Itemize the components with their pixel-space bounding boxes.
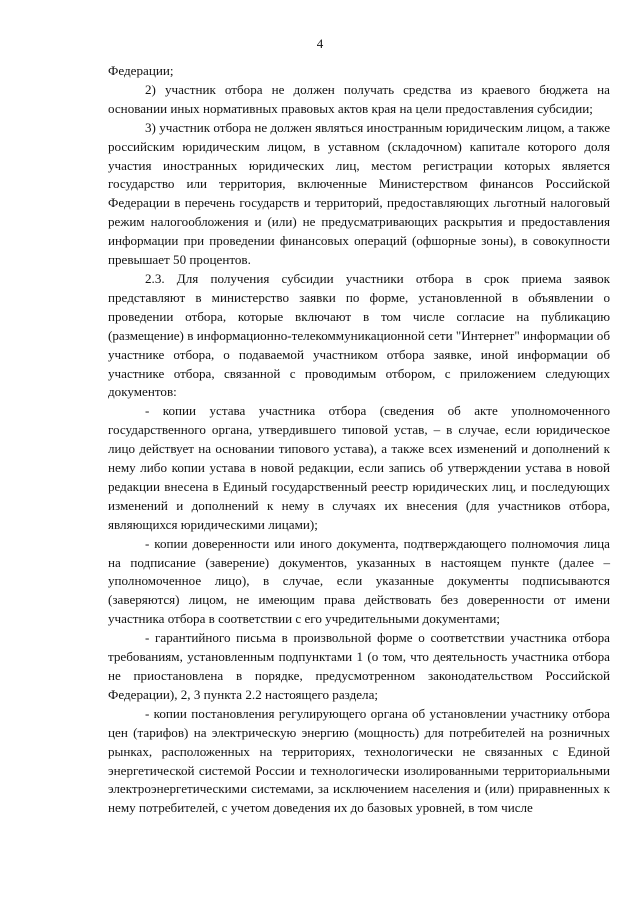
page-number: 4 <box>316 36 324 51</box>
paragraph-condition-3: 3) участник отбора не должен являться иностранным юридическим лицом, а также российским юридическим лицом, в уставном (складочном) капитале которого доля участия иностранных юридических лиц, местом регистрации которых является государство или территория, включенные Министерством финансов Российской Федерации в перечень государств и территорий, предоставляющих льготный налоговый режим налогообложения и (или) не предусматривающих раскрытия и предоставления информации при проведении финансовых операций (офшорные зоны), в совокупности превышает 50 процентов. <box>108 119 610 268</box>
document-body <box>108 62 610 818</box>
paragraph-tariff-resolution: - копии постановления регулирующего органа об установлении участнику отбора цен (тарифов) на электрическую энергию (мощность) для потребителей на розничных рынках, расположенных на территориях, технологически не связанных с Единой энергетической системой России и технологически изолированными территориальными электроэнергетическими системами, за исключением населения и (или) приравненных к нему потребителей, с учетом доведения их до базовых уровней, в том числе <box>108 705 610 816</box>
paragraph-section-2-3: 2.3. Для получения субсидии участники отбора в срок приема заявок представляют в министерство заявки по форме, установленной в объявлении о проведении отбора, которые включают в том числе согласие на публикацию (размещение) в информационно-телекоммуникационной сети "Интернет" информации об участнике отбора, о подаваемой участником отбора заявке, иной информации об участнике отбора, связанной с проводимым отбором, с приложением следующих документов: <box>108 270 610 400</box>
paragraph-charter-copies: - копии устава участника отбора (сведения об акте уполномоченного государственного органа, утвердившего типовой устав, – в случае, если юридическое лицо действует на основании типового устава), а также всех изменений и дополнений к нему либо копии устава в новой редакции, если запись об утверждении устава в новой редакции внесена в Единый государственный реестр юридических лиц, и последующих изменений и дополнений к нему в случаях их внесения (для участников отбора, являющихся юридическими лицами); <box>108 403 610 532</box>
paragraph-power-of-attorney: - копии доверенности или иного документа, подтверждающего полномочия лица на подписание (заверение) документов, указанных в настоящем пункте (далее – уполномоченное лицо), в случае, если указанные документы подписываются (заверяются) лицом, не имеющим права действовать без доверенности от имени участника отбора в соответствии с его учредительными документами; <box>108 535 610 627</box>
paragraph-condition-2: 2) участник отбора не должен получать средства из краевого бюджета на основании иных нормативных правовых актов края на цели предоставления субсидии; <box>108 81 610 116</box>
paragraph-guarantee-letter: - гарантийного письма в произвольной форме о соответствии участника отбора требованиям, установленным подпунктами 1 (о том, что деятельность участника отбора не приостановлена в порядке, предусмотренном законодательством Российской Федерации), 2, 3 пункта 2.2 настоящего раздела; <box>108 630 610 702</box>
paragraph-federation-ending: Федерации; <box>108 63 174 78</box>
